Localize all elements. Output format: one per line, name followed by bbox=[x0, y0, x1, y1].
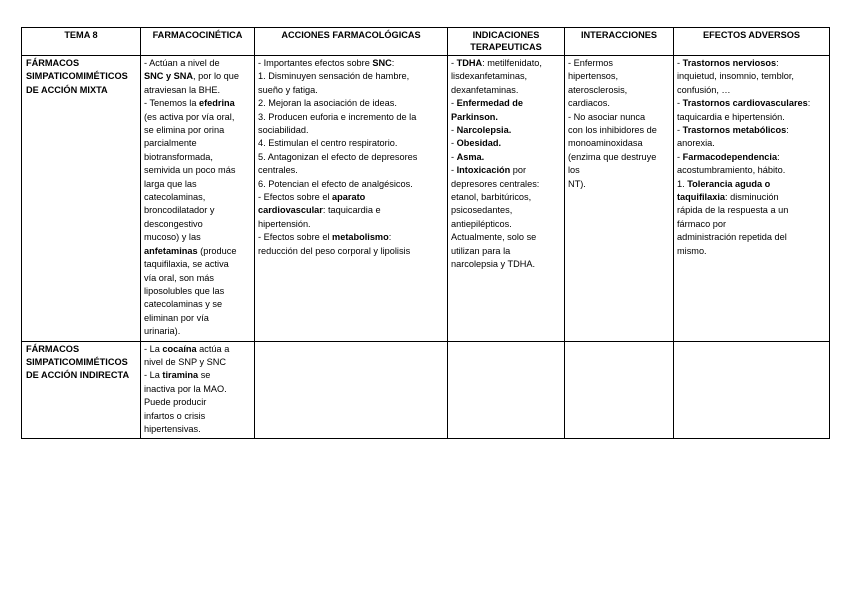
text: monoaminoxidasa bbox=[568, 138, 643, 149]
text: NT). bbox=[568, 178, 586, 189]
text: narcolepsia y TDHA. bbox=[451, 259, 536, 270]
cell-line bbox=[451, 124, 561, 137]
cell-line bbox=[258, 124, 444, 137]
text: : taquicardia e bbox=[322, 205, 381, 216]
acciones-cell bbox=[255, 341, 448, 439]
cell-line bbox=[144, 178, 251, 191]
cell-line bbox=[144, 137, 251, 150]
text: urinaria). bbox=[144, 326, 181, 337]
cell-line bbox=[144, 84, 251, 97]
text: 2. Mejoran la asociación de ideas. bbox=[258, 98, 397, 109]
text: con los inhibidores de bbox=[568, 125, 657, 136]
cell-line bbox=[258, 70, 444, 83]
text: 4. Estimulan el centro respiratorio. bbox=[258, 138, 398, 149]
text: - La bbox=[144, 343, 163, 354]
bold-text: Intoxicación bbox=[456, 165, 511, 176]
cell-line bbox=[451, 245, 561, 258]
cell-line bbox=[144, 383, 251, 396]
text: - bbox=[451, 165, 457, 176]
cell-line bbox=[144, 410, 251, 423]
bold-text: Tolerancia aguda o bbox=[687, 178, 771, 189]
text: los bbox=[568, 165, 580, 176]
header-interacciones: INTERACCIONES bbox=[565, 28, 674, 56]
text: anorexia. bbox=[677, 138, 715, 149]
text: - Tenemos la bbox=[144, 98, 199, 109]
cell-line bbox=[568, 111, 670, 124]
cell-line bbox=[144, 151, 251, 164]
farmacocinetica-cell bbox=[141, 341, 255, 439]
cell-line bbox=[451, 57, 561, 70]
bold-text: Farmacodependencia bbox=[682, 151, 778, 162]
bold-text: Narcolepsia. bbox=[456, 125, 512, 136]
cell-line bbox=[677, 97, 826, 110]
text: - bbox=[451, 58, 457, 68]
cell-line bbox=[677, 57, 826, 70]
text: aterosclerosis, bbox=[568, 84, 628, 95]
cell-line bbox=[451, 178, 561, 191]
cell-line bbox=[258, 231, 444, 244]
text: dexanfetaminas. bbox=[451, 84, 519, 95]
indicaciones-cell bbox=[448, 341, 565, 439]
text: cardiacos. bbox=[568, 98, 610, 109]
text: reducción del peso corporal y lipolisis bbox=[258, 245, 411, 256]
cell-line bbox=[258, 204, 444, 217]
text: fármaco por bbox=[677, 218, 727, 229]
text: depresores centrales: bbox=[451, 178, 540, 189]
cell-line bbox=[451, 164, 561, 177]
interacciones-cell bbox=[565, 341, 674, 439]
cell-line bbox=[677, 137, 826, 150]
text: descongestivo bbox=[144, 218, 203, 229]
text: antiepilépticos. bbox=[451, 218, 512, 229]
cell-line bbox=[144, 325, 251, 338]
text: - Efectos sobre el bbox=[258, 192, 333, 203]
bold-text: Obesidad. bbox=[456, 138, 502, 149]
cell-line bbox=[451, 258, 561, 271]
cell-line bbox=[677, 191, 826, 204]
cell-line bbox=[568, 84, 670, 97]
text: rápida de la respuesta a un bbox=[677, 205, 789, 216]
bold-text: Asma. bbox=[456, 151, 485, 162]
cell-line bbox=[677, 245, 826, 258]
text: nivel de SNP y SNC bbox=[144, 356, 227, 367]
header-tema: TEMA 8 bbox=[22, 28, 141, 56]
cell-line bbox=[144, 164, 251, 177]
text: actúa a bbox=[196, 343, 230, 354]
cell-line bbox=[677, 151, 826, 164]
cell-line bbox=[144, 124, 251, 137]
text: 1. Disminuyen sensación de hambre, bbox=[258, 71, 410, 82]
text: - bbox=[451, 138, 457, 149]
bold-text: SNC bbox=[372, 58, 392, 68]
text: 3. Producen euforia e incremento de la bbox=[258, 111, 417, 122]
text: : metilfenidato, bbox=[482, 58, 542, 68]
text: - No asociar nunca bbox=[568, 111, 646, 122]
cell-line bbox=[258, 191, 444, 204]
text: catecolaminas, bbox=[144, 192, 206, 203]
indicaciones-cell bbox=[448, 56, 565, 342]
text: etanol, barbitúricos, bbox=[451, 192, 532, 203]
text: : bbox=[807, 98, 811, 109]
cell-line bbox=[144, 272, 251, 285]
cell-line bbox=[144, 312, 251, 325]
cell-line bbox=[677, 218, 826, 231]
text: psicosedantes, bbox=[451, 205, 513, 216]
cell-line bbox=[451, 204, 561, 217]
text: por bbox=[510, 165, 527, 176]
cell-line bbox=[144, 204, 251, 217]
bold-text: Parkinson. bbox=[451, 111, 498, 122]
efectos-cell bbox=[674, 56, 830, 342]
cell-line bbox=[144, 231, 251, 244]
header-acciones: ACCIONES FARMACOLÓGICAS bbox=[255, 28, 448, 56]
cell-line bbox=[451, 151, 561, 164]
cell-line bbox=[568, 164, 670, 177]
text: sueño y fatiga. bbox=[258, 84, 318, 95]
bold-text: anfetaminas bbox=[144, 245, 198, 256]
text: hipertensos, bbox=[568, 71, 619, 82]
text: acostumbramiento, hábito. bbox=[677, 165, 786, 176]
bold-text: efedrina bbox=[198, 98, 235, 109]
text: - Actúan a nivel de bbox=[144, 58, 220, 68]
text: (enzima que destruye bbox=[568, 151, 657, 162]
text: - bbox=[677, 125, 683, 136]
cell-line bbox=[677, 70, 826, 83]
cell-line bbox=[451, 231, 561, 244]
text: centrales. bbox=[258, 165, 298, 176]
bold-text: taquifilaxia bbox=[677, 192, 725, 203]
bold-text: cocaína bbox=[162, 343, 197, 354]
text: biotransformada, bbox=[144, 151, 213, 162]
text: sociabilidad. bbox=[258, 125, 309, 136]
cell-line bbox=[144, 356, 251, 369]
bold-text: SNC y SNA bbox=[144, 71, 194, 82]
text: : bbox=[777, 151, 780, 162]
text: inactiva por la MAO. bbox=[144, 383, 227, 394]
cell-line bbox=[677, 111, 826, 124]
cell-line bbox=[451, 84, 561, 97]
text: hipertensivas. bbox=[144, 423, 201, 434]
cell-line bbox=[144, 285, 251, 298]
cell-line bbox=[258, 151, 444, 164]
cell-line bbox=[677, 231, 826, 244]
cell-line bbox=[144, 396, 251, 409]
cell-line bbox=[568, 70, 670, 83]
acciones-cell bbox=[255, 56, 448, 342]
text: : bbox=[786, 125, 789, 136]
text: mucoso) y las bbox=[144, 232, 201, 243]
text: (produce bbox=[197, 245, 237, 256]
header-indicaciones: INDICACIONES TERAPEUTICAS bbox=[448, 28, 565, 56]
bold-text: Trastornos cardiovasculares bbox=[682, 98, 808, 109]
header-efectos: EFECTOS ADVERSOS bbox=[674, 28, 830, 56]
table-row bbox=[22, 341, 830, 439]
interacciones-cell bbox=[565, 56, 674, 342]
cell-line bbox=[568, 57, 670, 70]
text: 1. bbox=[677, 178, 688, 189]
cell-line bbox=[451, 70, 561, 83]
text: atraviesan la BHE. bbox=[144, 84, 221, 95]
text: - Efectos sobre el bbox=[258, 232, 333, 243]
text: taquicardia e hipertensión. bbox=[677, 111, 785, 122]
cell-line bbox=[677, 84, 826, 97]
text: mismo. bbox=[677, 245, 707, 256]
pharmacology-table bbox=[21, 27, 830, 439]
cell-line bbox=[451, 191, 561, 204]
text: broncodilatador y bbox=[144, 205, 215, 216]
bold-text: Enfermedad de bbox=[456, 98, 523, 109]
cell-line bbox=[144, 218, 251, 231]
cell-line bbox=[568, 151, 670, 164]
text: utilizan para la bbox=[451, 245, 511, 256]
text: infartos o crisis bbox=[144, 410, 206, 421]
cell-line bbox=[258, 84, 444, 97]
farmacocinetica-cell bbox=[141, 56, 255, 342]
cell-line bbox=[144, 111, 251, 124]
text: inquietud, insomnio, temblor, bbox=[677, 71, 794, 82]
bold-text: TDHA bbox=[456, 58, 483, 68]
text: : bbox=[776, 58, 779, 68]
cell-line bbox=[451, 97, 561, 110]
bold-text: Trastornos nerviosos bbox=[682, 58, 777, 68]
cell-line bbox=[144, 97, 251, 110]
cell-line bbox=[568, 137, 670, 150]
cell-line bbox=[144, 298, 251, 311]
table-row bbox=[22, 56, 830, 342]
cell-line bbox=[258, 218, 444, 231]
cell-line bbox=[677, 164, 826, 177]
cell-line bbox=[144, 258, 251, 271]
efectos-cell bbox=[674, 341, 830, 439]
text: se elimina por orina bbox=[144, 125, 225, 136]
text: taquifilaxia, se activa bbox=[144, 259, 229, 270]
cell-line bbox=[677, 178, 826, 191]
bold-text: aparato bbox=[332, 192, 366, 203]
text: vía oral, son más bbox=[144, 272, 214, 283]
cell-line bbox=[258, 97, 444, 110]
text: Actualmente, solo se bbox=[451, 232, 537, 243]
bold-text: Trastornos metabólicos bbox=[682, 125, 787, 136]
text: - bbox=[677, 151, 683, 162]
cell-line bbox=[144, 423, 251, 436]
text: Puede producir bbox=[144, 397, 207, 408]
text: , por lo que bbox=[193, 71, 239, 82]
text: - La bbox=[144, 370, 163, 381]
text: se bbox=[198, 370, 211, 381]
text: 5. Antagonizan el efecto de depresores bbox=[258, 151, 418, 162]
cell-line bbox=[258, 137, 444, 150]
cell-line bbox=[568, 124, 670, 137]
header-farmacocinetica: FARMACOCINÉTICA bbox=[141, 28, 255, 56]
text: liposolubles que las bbox=[144, 285, 225, 296]
drug-name-cell: FÁRMACOS SIMPATICOMIMÉTICOS DE ACCIÓN MIXTA bbox=[22, 56, 141, 342]
cell-line bbox=[258, 164, 444, 177]
cell-line bbox=[144, 343, 251, 356]
text: larga que las bbox=[144, 178, 197, 189]
drug-name-cell: FÁRMACOS SIMPATICOMIMÉTICOS DE ACCIÓN INDIRECTA bbox=[22, 341, 141, 439]
text: - bbox=[451, 125, 457, 136]
text: semivida un poco más bbox=[144, 165, 236, 176]
text: - bbox=[451, 151, 457, 162]
text: - bbox=[451, 98, 457, 109]
cell-line bbox=[144, 57, 251, 70]
text: : disminución bbox=[725, 192, 779, 203]
bold-text: cardiovascular bbox=[258, 205, 323, 216]
cell-line bbox=[568, 97, 670, 110]
cell-line bbox=[144, 191, 251, 204]
text: - bbox=[677, 98, 683, 109]
text: lisdexanfetaminas, bbox=[451, 71, 528, 82]
bold-text: tiramina bbox=[162, 370, 199, 381]
text: : bbox=[391, 58, 395, 68]
text: catecolaminas y se bbox=[144, 299, 223, 310]
cell-line bbox=[451, 218, 561, 231]
cell-line bbox=[258, 245, 444, 258]
cell-line bbox=[677, 124, 826, 137]
cell-line bbox=[144, 70, 251, 83]
bold-text: metabolismo bbox=[332, 232, 389, 243]
cell-line bbox=[568, 178, 670, 191]
text: administración repetida del bbox=[677, 232, 787, 243]
text: 6. Potencian el efecto de analgésicos. bbox=[258, 178, 413, 189]
text: parcialmente bbox=[144, 138, 197, 149]
text: : bbox=[388, 232, 392, 243]
cell-line bbox=[258, 111, 444, 124]
text: eliminan por vía bbox=[144, 312, 209, 323]
cell-line bbox=[258, 178, 444, 191]
text: - Importantes efectos sobre bbox=[258, 58, 373, 68]
text: confusión, … bbox=[677, 84, 731, 95]
cell-line bbox=[258, 57, 444, 70]
cell-line bbox=[451, 111, 561, 124]
cell-line bbox=[144, 369, 251, 382]
text: hipertensión. bbox=[258, 218, 311, 229]
cell-line bbox=[144, 245, 251, 258]
text: - bbox=[677, 58, 683, 68]
text: (es activa por vía oral, bbox=[144, 111, 235, 122]
header-row bbox=[22, 28, 830, 56]
cell-line bbox=[451, 137, 561, 150]
text: - Enfermos bbox=[568, 58, 613, 68]
cell-line bbox=[677, 204, 826, 217]
